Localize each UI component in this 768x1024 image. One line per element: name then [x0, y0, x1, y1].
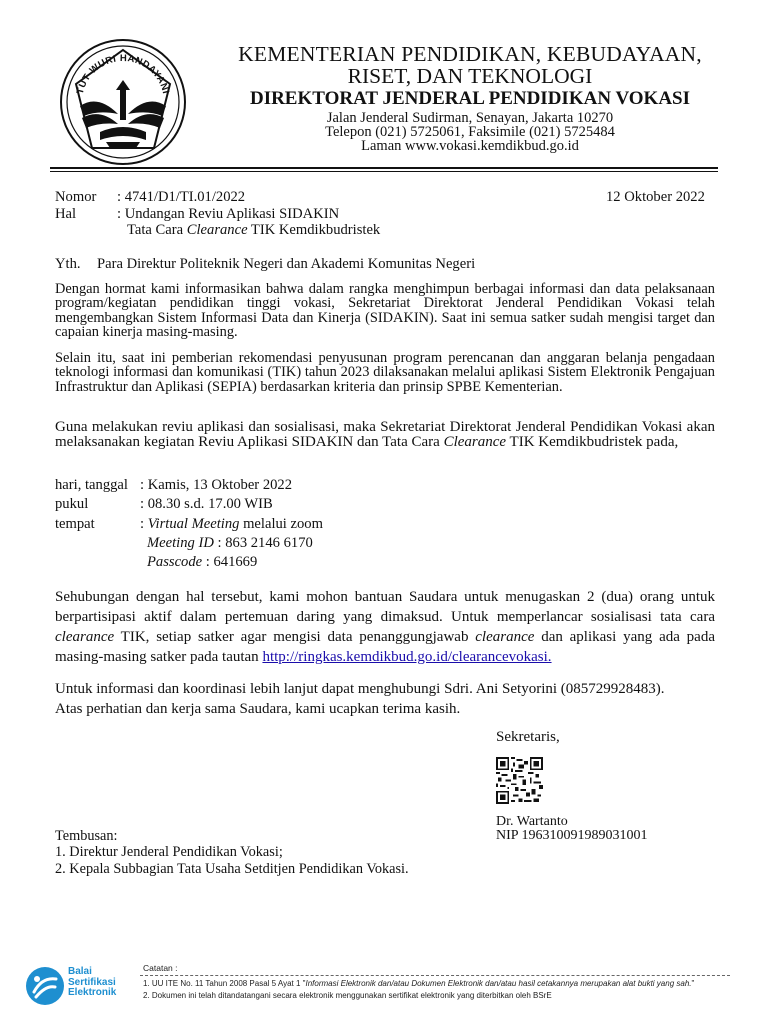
meeting-id-label: Meeting ID: [147, 535, 214, 551]
body-paragraph-5: [55, 680, 715, 719]
schedule-day-row: [55, 477, 292, 494]
cc-item: 2. Kepala Subbagian Tata Usaha Setditjen Pendidikan Vokasi.: [55, 861, 409, 877]
meeting-id-value: : 863 2146 6170: [213, 535, 313, 551]
body-paragraph-2: Selain itu, saat ini pemberian rekomendasi penyusunan program perencanan dan anggaran belanja pengadaan teknologi informasi dan komunikasi (TIK) tahun 2023 dilaksanakan melalui aplikasi Sistem Elektronik Pengajuan Infrastruktur dan Aplikasi (SEPIA) berdasarkan kriteria dan prinsip SPBE Kementerian.: [55, 350, 715, 395]
body-paragraph-1: Dengan hormat kami informasikan bahwa dalam rangka menghimpun berbagai informasi dan data pelaksanaan program/kegiatan pendidikan tinggi vokasi, Sekretariat Direktorat Jenderal Pendidikan Vokasi telah mengembangkan Sistem Informasi Data dan Kinerja (SIDAKIN). Saat ini semua satker sudah mengisi target dan capaian kinerja masing-masing.: [55, 281, 715, 340]
ministry-name-line1: KEMENTERIAN PENDIDIKAN, KEBUDAYAAN,: [238, 42, 702, 66]
schedule-day-label: hari, tanggal: [55, 477, 128, 493]
meeting-id-row: [147, 535, 313, 552]
bsre-name: Balai Sertifikasi Elektronik: [68, 966, 117, 998]
nomor-value: : 4741/D1/TI.01/2022: [117, 189, 246, 205]
footer-divider: [140, 975, 730, 976]
header-rule-thin: [50, 171, 718, 172]
signatory-title: Sekretaris,: [496, 729, 560, 745]
phone-line: Telepon (021) 5725061, Faksimile (021) 5725484: [325, 124, 615, 140]
hal-value-line2: Tata Cara Clearance TIK Kemdikbudristek: [127, 222, 381, 238]
contact-line: Untuk informasi dan koordinasi lebih lanjut dapat menghubungi Sdri. Ani Setyorini (085729928483).: [55, 681, 665, 697]
schedule-time-row: [55, 496, 273, 513]
body-paragraph-3: Guna melakukan reviu aplikasi dan sosialisasi, maka Sekretariat Direktorat Jenderal Pendidikan Vokasi akan melaksanakan kegiatan Reviu Aplikasi SIDAKIN dan Tata Cara Clearance TIK Kemdikbudristek pada,: [55, 419, 715, 450]
schedule-time-label: pukul: [55, 496, 89, 512]
thanks-line: Atas perhatian dan kerja sama Saudara, kami ucapkan terima kasih.: [55, 700, 461, 717]
signatory-nip: NIP 196310091989031001: [496, 828, 648, 843]
cc-label: Tembusan:: [55, 828, 118, 844]
schedule-place-row: tempat : Virtual Meeting melalui zoom: [55, 516, 323, 532]
bsre-logo-icon: [24, 965, 66, 1007]
body-paragraph-4: Sehubungan dengan hal tersebut, kami mohon bantuan Saudara untuk menugaskan 2 (dua) orang untuk berpartisipasi aktif dalam pertemuan daring yang dimaksud. Untuk memperlancar sosialisasi tata cara clearance TIK, setiap satker agar mengisi data penanggungjawab clearance dan aplikasi yang ada pada masing-masing satker pada tautan http://ringkas.kemdikbud.go.id/clearancevokasi.: [55, 589, 715, 665]
directorate-name: DIREKTORAT JENDERAL PENDIDIKAN VOKASI: [249, 88, 691, 109]
tut-wuri-handayani-logo: [58, 36, 188, 168]
passcode-label: Passcode: [147, 554, 203, 570]
passcode-value: : 641669: [202, 554, 258, 570]
header-rule-thick: [50, 167, 718, 169]
schedule-place-italic: Virtual Meeting: [147, 516, 240, 532]
website-line: Laman www.vokasi.kemdikbud.go.id: [361, 138, 579, 154]
cc-item: 1. Direktur Jenderal Pendidikan Vokasi;: [55, 844, 283, 860]
letter-date: 12 Oktober 2022: [606, 189, 705, 205]
footer-note-label: Catatan :: [143, 963, 178, 973]
recipient-value: Para Direktur Politeknik Negeri dan Akademi Komunitas Negeri: [97, 256, 476, 272]
recipient-label: Yth.: [55, 256, 81, 272]
schedule-place-label: tempat: [55, 516, 95, 532]
clearance-link[interactable]: http://ringkas.kemdikbud.go.id/clearancevokasi.: [262, 649, 552, 665]
logo-motto: TUT WURI HANDAYANI: [74, 52, 172, 96]
schedule-time-value: : 08.30 s.d. 17.00 WIB: [140, 496, 273, 512]
footer-note-1: 1. UU ITE No. 11 Tahun 2008 Pasal 5 Ayat 1 "Informasi Elektronik dan/atau Dokumen Elektronik dan/atau hasil cetakannya merupakan alat bukti yang sah.": [143, 979, 695, 988]
hal-label: Hal: [55, 206, 77, 222]
schedule-day-value: : Kamis, 13 Oktober 2022: [140, 477, 293, 493]
footer-note-2: 2. Dokumen ini telah ditandatangani secara elektronik menggunakan sertifikat elektronik yang diterbitkan oleh BSrE: [143, 991, 552, 1000]
nomor-label: Nomor: [55, 189, 97, 205]
address-line: Jalan Jenderal Sudirman, Senayan, Jakarta 10270: [326, 110, 614, 126]
signature-qr-code: [496, 757, 543, 804]
ministry-name-line2: RISET, DAN TEKNOLOGI: [347, 64, 593, 88]
hal-value: : Undangan Reviu Aplikasi SIDAKIN: [117, 206, 340, 222]
signatory-name: Dr. Wartanto: [496, 814, 568, 829]
passcode-row: [147, 554, 257, 571]
